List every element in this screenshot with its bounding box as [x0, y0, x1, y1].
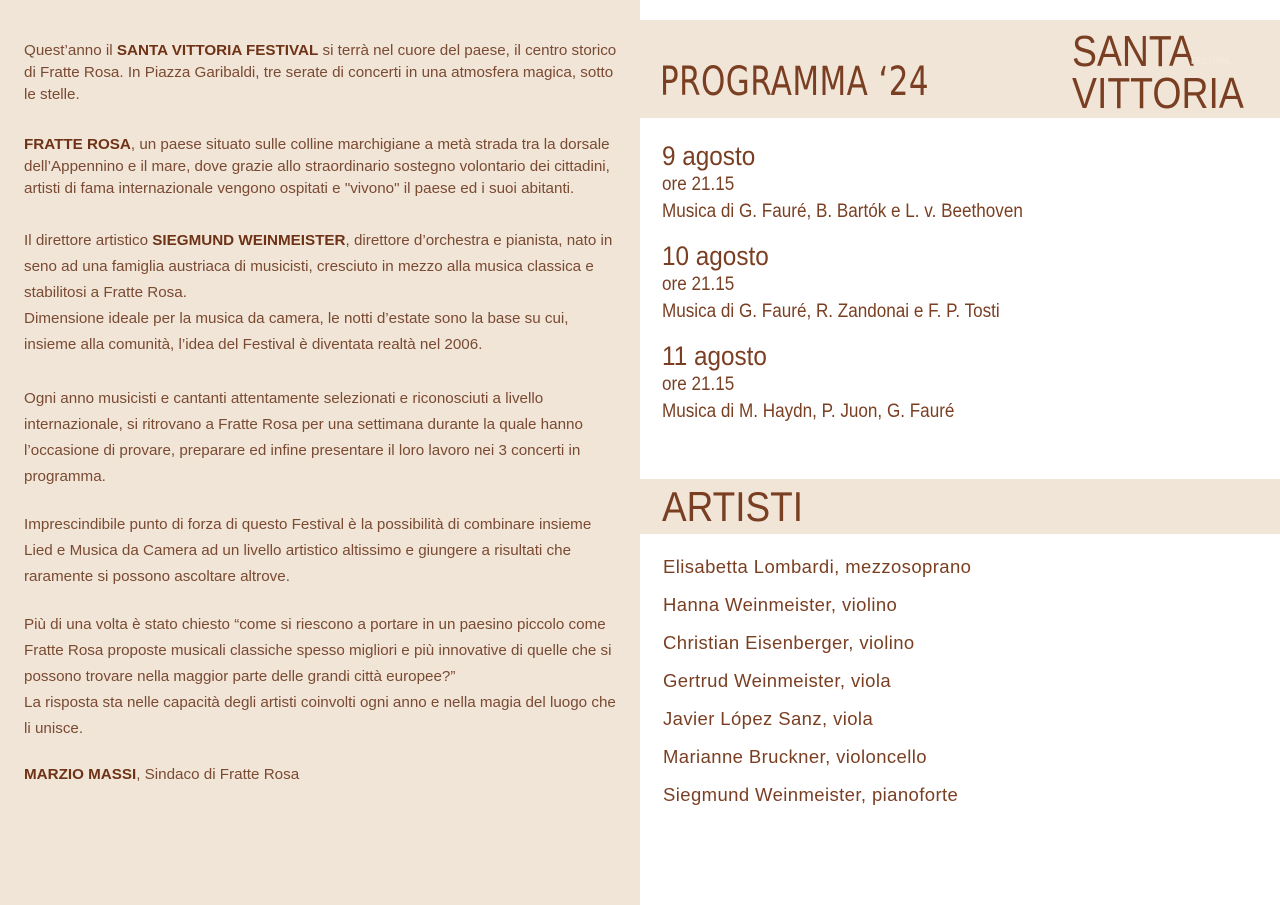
artist-list — [663, 548, 971, 814]
event-time: ore 21.15 — [662, 174, 735, 195]
signature: MARZIO MASSI, Sindaco di Fratte Rosa — [24, 766, 300, 783]
director-name: SIEGMUND WEINMEISTER — [152, 232, 346, 249]
festival-logo — [1072, 28, 1252, 118]
event-list — [662, 140, 1262, 440]
artist-item: Gertrud Weinmeister, viola — [663, 670, 892, 691]
event-item — [662, 140, 1262, 240]
programma-title: PROGRAMMA ‘24 — [660, 59, 929, 105]
town-name: FRATTE ROSA — [24, 136, 131, 153]
paragraph-intro: Quest’anno il SANTA VITTORIA FESTIVAL si terrà nel cuore del paese, il centro storico di Fratte Rosa. In Piazza Garibaldi, tre serate di concerti in una atmosfera magica, sotto le stelle. — [24, 42, 617, 103]
logo-santa: SANTA — [1072, 27, 1194, 76]
event-program: Musica di M. Haydn, P. Juon, G. Fauré — [662, 401, 955, 422]
event-date: 10 agosto — [662, 241, 769, 271]
mayor-name: MARZIO MASSI — [24, 766, 137, 783]
event-date: 11 agosto — [662, 341, 767, 371]
artist-item: Christian Eisenberger, violino — [663, 632, 915, 653]
artist-item: Marianne Bruckner, violoncello — [663, 746, 927, 767]
event-item — [662, 240, 1262, 340]
artist-item: Javier López Sanz, viola — [663, 708, 874, 729]
paragraph-fratte-rosa: FRATTE ROSA, un paese situato sulle colline marchigiane a metà strada tra la dorsale dell’Appennino e il mare, dove grazie allo straordinario sostegno volontario dei cittadini, artisti di fama internazionale vengono ospitati e "vivono" il paese ed i suoi abitanti. — [24, 136, 610, 197]
intro-text — [24, 40, 624, 808]
logo-festival: FESTIVAL — [1191, 56, 1232, 67]
artist-item: Siegmund Weinmeister, pianoforte — [663, 784, 959, 805]
paragraph-strength: Imprescindibile punto di forza di questo Festival è la possibilità di combinare insieme Lied e Musica da Camera ad un livello artistico altissimo e giungere a risultati che raramente si possono ascoltare altrove. — [24, 516, 592, 585]
artist-item: Hanna Weinmeister, violino — [663, 594, 898, 615]
paragraph-director: Il direttore artistico SIEGMUND WEINMEISTER, direttore d’orchestra e pianista, nato in seno ad una famiglia austriaca di musicisti, cresciuto in mezzo alla musica classica e stabilitosi a Fratte Rosa. Dimensione ideale per la musica da camera, le notti d’estate sono la base su cui, insieme alla comunità, l’idea del Festival è diventata realtà nel 2006. — [24, 232, 613, 353]
event-time: ore 21.15 — [662, 274, 735, 295]
logo-vittoria: VITTORIA — [1072, 69, 1244, 118]
event-item — [662, 340, 1262, 440]
right-panel — [640, 0, 1280, 905]
paragraph-question: Più di una volta è stato chiesto “come si riescono a portare in un paesino piccolo come Fratte Rosa proposte musicali classiche spesso migliori e più innovative di quelle che si possono trovare nella maggior parte delle grandi città europee?” La risposta sta nelle capacità degli artisti coinvolti ogni anno e nella magia del luogo che li unisce. — [24, 616, 616, 737]
event-program: Musica di G. Fauré, R. Zandonai e F. P. Tosti — [662, 301, 1000, 322]
artist-item: Elisabetta Lombardi, mezzosoprano — [663, 556, 972, 577]
event-time: ore 21.15 — [662, 374, 735, 395]
artisti-title: ARTISTI — [662, 483, 804, 530]
event-program: Musica di G. Fauré, B. Bartók e L. v. Beethoven — [662, 201, 1023, 222]
paragraph-musicians: Ogni anno musicisti e cantanti attentamente selezionati e riconosciuti a livello internazionale, si ritrovano a Fratte Rosa per una settimana durante la quale hanno l’occasione di provare, preparare ed infine presentare il loro lavoro nei 3 concerti in programma. — [24, 390, 583, 485]
festival-name: SANTA VITTORIA FESTIVAL — [116, 42, 319, 59]
event-date: 9 agosto — [662, 141, 756, 171]
